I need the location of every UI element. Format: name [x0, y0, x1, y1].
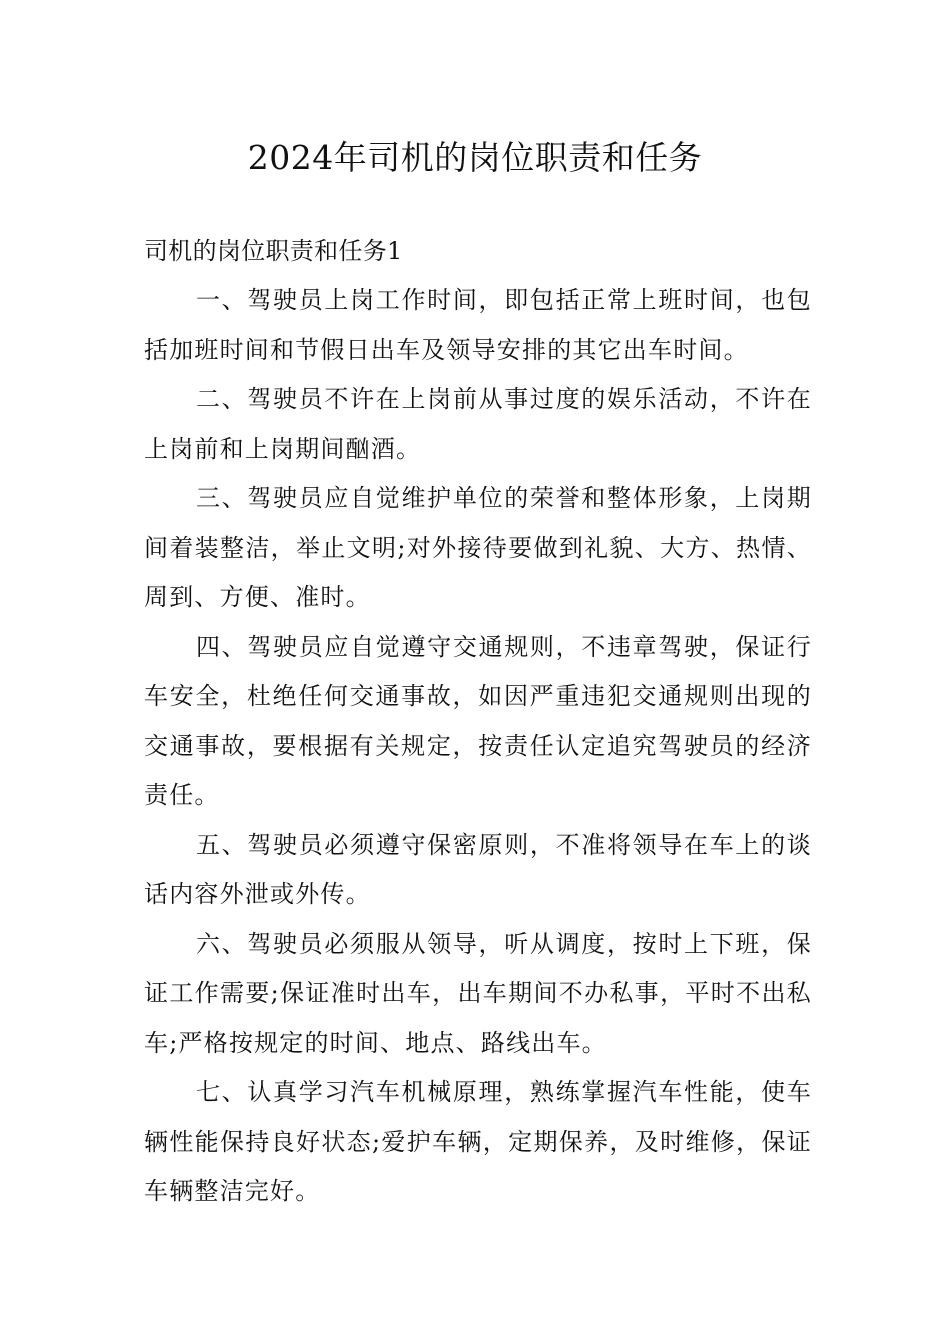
document-title: 2024年司机的岗位职责和任务 — [247, 138, 703, 177]
paragraph-5: 五、驾驶员必须遵守保密原则，不准将领导在车上的谈话内容外泄或外传。 — [144, 830, 812, 908]
paragraph-6: 六、驾驶员必须服从领导，听从调度，按时上下班，保证工作需要;保证准时出车，出车期间不办私事，平时不出私车;严格按规定的时间、地点、路线出车。 — [144, 929, 812, 1057]
paragraph-7: 七、认真学习汽车机械原理，熟练掌握汽车性能，使车辆性能保持良好状态;爱护车辆，定期保养，及时维修，保证车辆整洁完好。 — [144, 1078, 812, 1205]
paragraph-1: 一、驾驶员上岗工作时间，即包括正常上班时间，也包括加班时间和节假日出车及领导安排的其它出车时间。 — [144, 286, 812, 364]
document-body — [144, 226, 812, 1217]
section-heading: 司机的岗位职责和任务1 — [144, 237, 403, 265]
paragraph-2: 二、驾驶员不许在上岗前从事过度的娱乐活动，不许在上岗前和上岗期间酗酒。 — [144, 385, 812, 463]
paragraph-4: 四、驾驶员应自觉遵守交通规则，不违章驾驶，保证行车安全，杜绝任何交通事故，如因严重违犯交通规则出现的交通事故，要根据有关规定，按责任认定追究驾驶员的经济责任。 — [144, 632, 812, 809]
paragraph-3: 三、驾驶员应自觉维护单位的荣誉和整体形象，上岗期间着装整洁，举止文明;对外接待要做到礼貌、大方、热情、周到、方便、准时。 — [144, 484, 812, 611]
